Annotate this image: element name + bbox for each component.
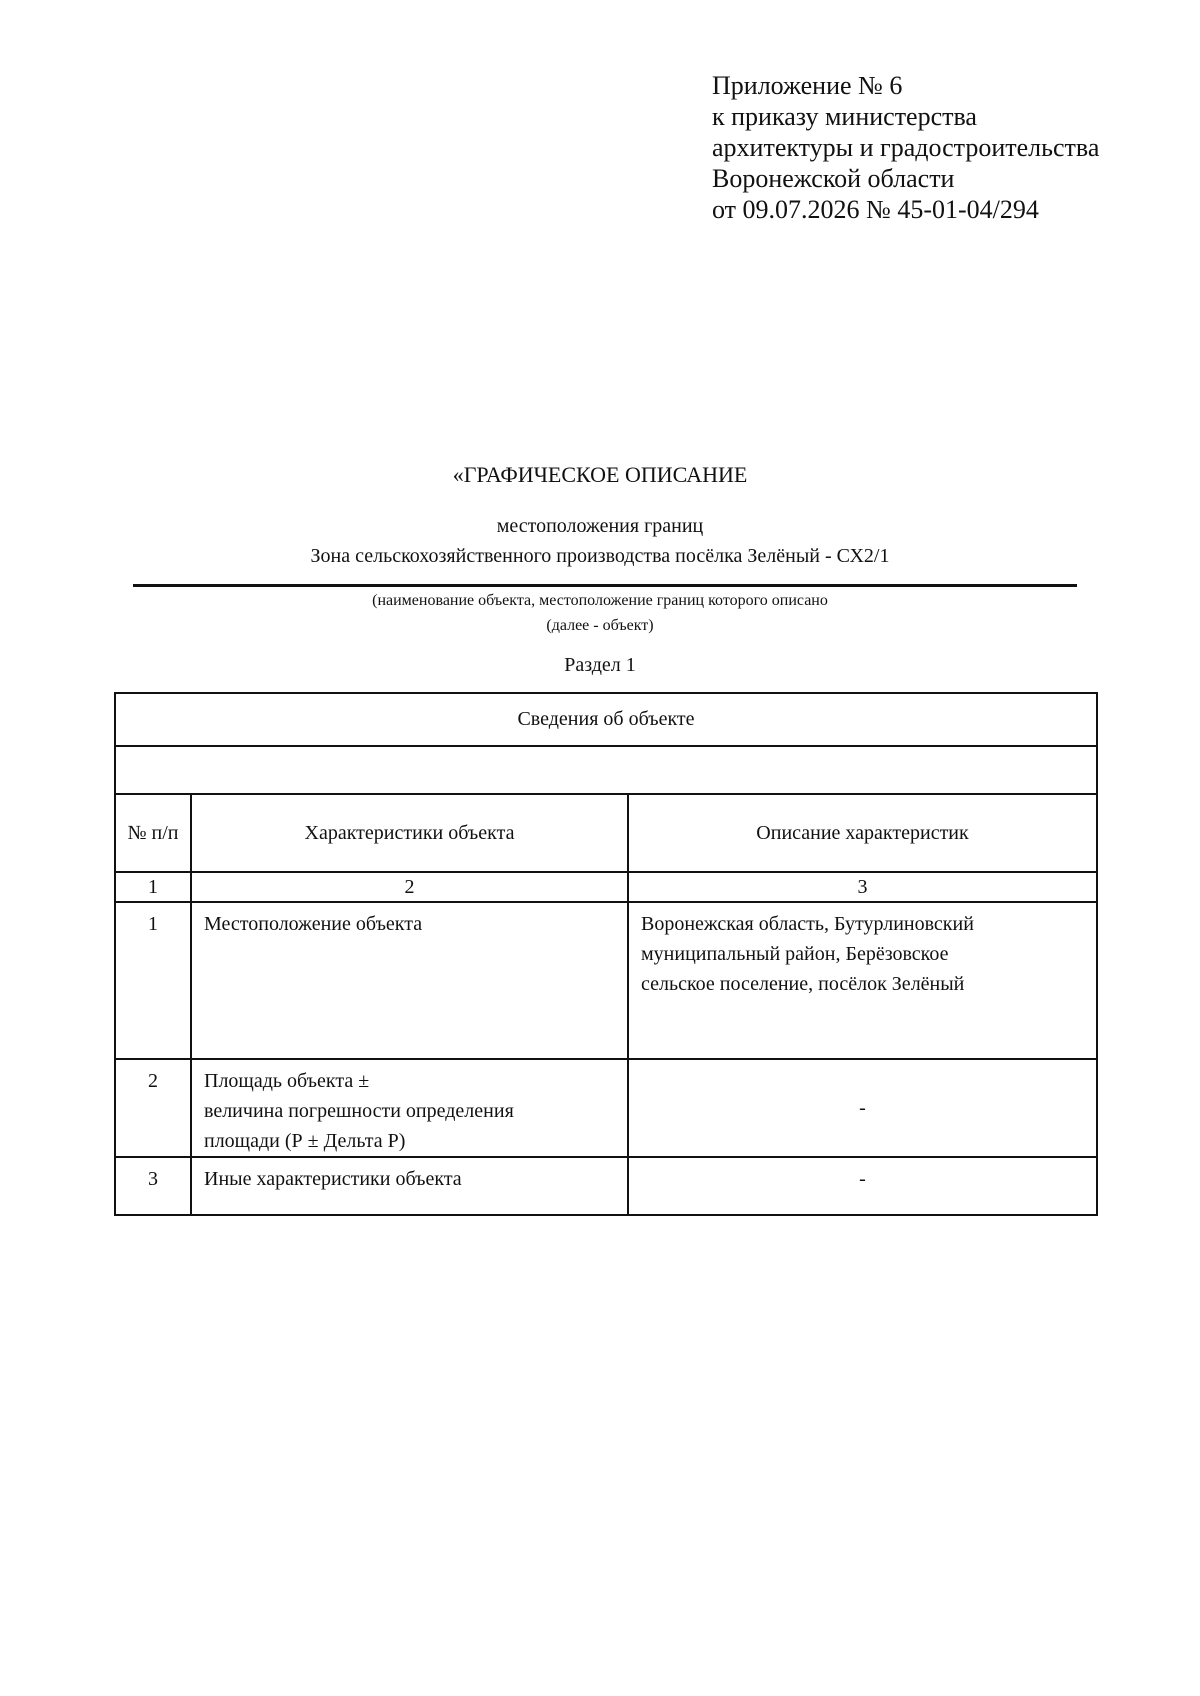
appendix-line-1: Приложение № 6 (712, 71, 903, 100)
table-row (115, 902, 1097, 1059)
section-title: Раздел 1 (564, 654, 636, 676)
appendix-block (712, 70, 1099, 225)
table-empty-row (115, 746, 1097, 794)
table-row (115, 1157, 1097, 1215)
row-characteristic-line: величина погрешности определения (204, 1100, 514, 1122)
row-description (628, 902, 1097, 1059)
document-subtitle: местоположения границ (496, 515, 704, 537)
header-characteristic: Характеристики объекта (191, 794, 628, 872)
row-description-line: сельское поселение, посёлок Зелёный (641, 973, 965, 995)
row-number: 3 (115, 1157, 191, 1215)
object-name-note-1: (наименование объекта, местоположение границ которого описано (372, 592, 828, 609)
table-row (115, 1059, 1097, 1157)
row-characteristic: Местоположение объекта (191, 902, 628, 1059)
row-description-line: Воронежская область, Бутурлиновский (641, 913, 974, 935)
row-description: - (628, 1059, 1097, 1157)
object-info-table (114, 692, 1098, 1216)
row-characteristic (191, 1059, 628, 1157)
row-characteristic: Иные характеристики объекта (191, 1157, 628, 1215)
table-empty-cell (115, 746, 1097, 794)
object-name-note-2: (далее - объект) (546, 617, 654, 634)
appendix-line-5: от 09.07.2026 № 45-01-04/294 (712, 195, 1039, 224)
row-number: 2 (115, 1059, 191, 1157)
column-number-3: 3 (628, 872, 1097, 902)
row-number: 1 (115, 902, 191, 1059)
column-number-2: 2 (191, 872, 628, 902)
table-caption: Сведения об объекте (115, 693, 1097, 746)
column-number-1: 1 (115, 872, 191, 902)
table-header-row (115, 794, 1097, 872)
header-description: Описание характеристик (628, 794, 1097, 872)
table-caption-row (115, 693, 1097, 746)
row-description: - (628, 1157, 1097, 1215)
row-characteristic-line: площади (Р ± Дельта Р) (204, 1130, 406, 1152)
row-description-line: муниципальный район, Берёзовское (641, 943, 949, 965)
object-name-underline (133, 584, 1077, 587)
column-number-row (115, 872, 1097, 902)
appendix-line-3: архитектуры и градостроительства (712, 133, 1100, 162)
appendix-line-2: к приказу министерства (712, 102, 977, 131)
appendix-line-4: Воронежской области (712, 164, 955, 193)
object-name: Зона сельскохозяйственного производства посёлка Зелёный - СХ2/1 (310, 545, 890, 567)
header-num: № п/п (115, 794, 191, 872)
row-characteristic-line: Площадь объекта ± (204, 1070, 370, 1092)
document-title: «ГРАФИЧЕСКОЕ ОПИСАНИЕ (452, 462, 748, 487)
